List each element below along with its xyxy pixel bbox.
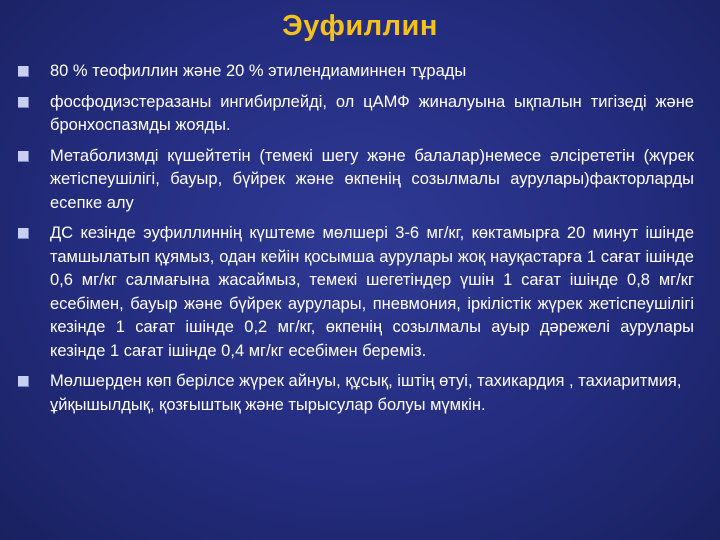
bullet-text: ДС кезінде эуфиллиннің күштеме мөлшері 3-6 мг/кг, көктамырға 20 минут ішінде тамшылатып құямыз, одан кейін қосымша аурулары жоқ науқастарға 1 сағат ішінде 0,6 мг/кг салмағына жасаймыз, темекі шегетіндер үшін 1 сағат ішінде 0,8 мг/кг есебімен, бауыр және бүйрек аурулары, пневмония, іркілістік жүрек жетіспеушілігі кезінде 1 сағат ішінде 0,2 мг/кг, өкпенің созылмалы ауыр дәрежелі аурулары кезінде 1 сағат ішінде 0,4 мг/кг есебімен береміз. — [50, 224, 694, 360]
list-item — [14, 60, 694, 84]
square-bullet-icon — [18, 376, 29, 387]
square-bullet-icon — [18, 228, 29, 239]
list-item — [14, 222, 694, 363]
bullet-list — [14, 60, 694, 424]
bullet-text: Метаболизмді күшейтетін (темекі шегу және балалар)немесе әлсірететін (жүрек жетіспеушілігі, бауыр, бүйрек және өкпенің созылмалы аурулары)факторларды есепке алу — [50, 146, 694, 212]
list-item — [14, 91, 694, 138]
list-item — [14, 145, 694, 216]
square-bullet-icon — [18, 66, 29, 77]
bullet-text: фосфодиэстеразаны ингибирлейді, ол цАМФ жиналуына ықпалын тигізеді және бронхоспазмды жояды. — [50, 92, 694, 134]
square-bullet-icon — [18, 97, 29, 108]
bullet-text: Мөлшерден көп берілсе жүрек айнуы, құсық, іштің өтуі, тахикардия , тахиаритмия, ұйқышылдық, қозғыштық және тырысулар болуы мүмкін. — [50, 372, 682, 414]
square-bullet-icon — [18, 151, 29, 162]
list-item — [14, 370, 694, 417]
slide-title: Эуфиллин — [282, 10, 438, 42]
bullet-text: 80 % теофиллин және 20 % этилендиаминнен тұрады — [50, 62, 467, 80]
